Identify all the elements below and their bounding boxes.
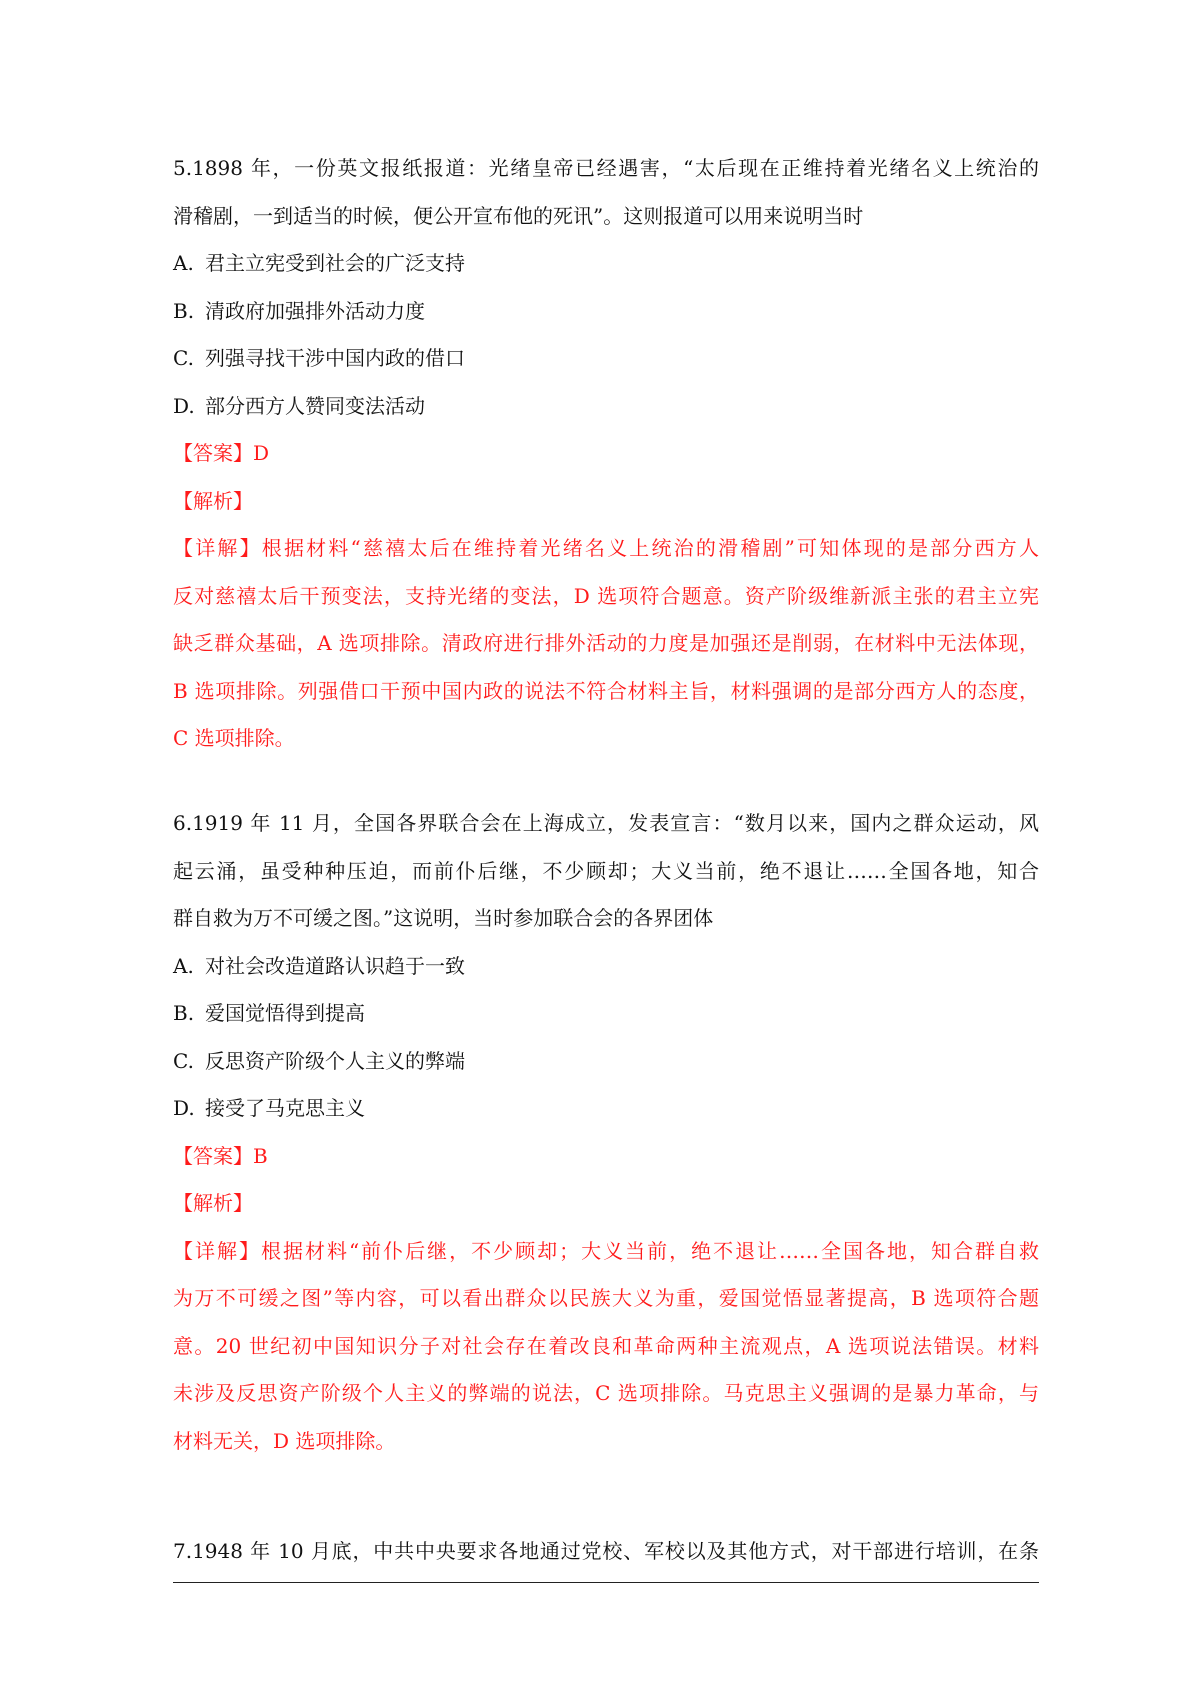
analysis-label: 【解析】 [173,488,253,513]
answer-label: 【答案】D [173,441,270,465]
question-7 [173,1528,1039,1576]
option-letter: C. [173,346,194,370]
option-text: 清政府加强排外活动力度 [205,298,425,323]
answer-label: 【答案】B [173,1143,268,1168]
option-text: 对社会改造道路认识趋于一致 [205,953,465,978]
option-text: 君主立宪受到社会的广泛支持 [205,251,465,275]
explanation-line: 未涉及反思资产阶级个人主义的弊端的说法，C 选项排除。马克思主义强调的是暴力革命，与 [173,1381,1039,1405]
explanation-line: 【详解】根据材料“前仆后继，不少顾却；大义当前，绝不退让……全国各地，知合群自救 [173,1238,1039,1263]
explanation-line: C 选项排除。 [173,726,295,750]
question-6-stem [173,800,1039,943]
option-letter: B. [173,1001,195,1025]
stem-line: 5.1898 年，一份英文报纸报道：光绪皇帝已经遇害，“太后现在正维持着光绪名义上统治的 [173,156,1039,180]
option-letter: D. [173,393,195,418]
explanation-line: 【详解】根据材料“慈禧太后在维持着光绪名义上统治的滑稽剧”可知体现的是部分西方人 [173,536,1039,560]
explanation-line: 意。20 世纪初中国知识分子对社会存在着改良和革命两种主流观点，A 选项说法错误。材料 [173,1333,1039,1358]
stem-line: 7.1948 年 10 月底，中共中央要求各地通过党校、军校以及其他方式，对干部进行培训，在条 [173,1539,1039,1563]
option-text: 部分西方人赞同变法活动 [205,393,425,418]
analysis-label: 【解析】 [173,1191,253,1215]
question-5-explanation [173,525,1039,763]
option-letter: C. [173,1048,194,1073]
stem-line: 6.1919 年 11 月，全国各界联合会在上海成立，发表宣言：“数月以来，国内之群众运动，风 [173,811,1039,835]
option-text: 接受了马克思主义 [205,1096,365,1120]
option-c [173,1038,1039,1086]
question-5-stem [173,145,1039,240]
explanation-line: 反对慈禧太后干预变法，支持光绪的变法，D 选项符合题意。资产阶级维新派主张的君主立宪 [173,583,1039,608]
explanation-line: B 选项排除。列强借口干预中国内政的说法不符合材料主旨，材料强调的是部分西方人的态度， [173,678,1039,703]
question-6-options [173,943,1039,1133]
option-d [173,1085,1039,1133]
question-7-stem [173,1528,1039,1576]
option-text: 反思资产阶级个人主义的弊端 [205,1048,465,1073]
option-b [173,990,1039,1038]
explanation-line: 为万不可缓之图”等内容，可以看出群众以民族大义为重，爱国觉悟显著提高，B 选项符合题 [173,1286,1039,1310]
explanation-line: 材料无关，D 选项排除。 [173,1428,396,1453]
option-letter: A. [173,953,194,978]
option-text: 列强寻找干涉中国内政的借口 [205,346,465,370]
option-d [173,383,1039,431]
explanation-line: 缺乏群众基础，A 选项排除。清政府进行排外活动的力度是加强还是削弱，在材料中无法体现， [173,631,1039,655]
option-letter: B. [173,298,195,323]
question-6-explanation [173,1228,1039,1466]
option-c [173,335,1039,383]
option-text: 爱国觉悟得到提高 [205,1001,365,1025]
option-letter: A. [173,251,194,275]
stem-line: 滑稽剧，一到适当的时候，便公开宣布他的死讯”。这则报道可以用来说明当时 [173,203,864,228]
question-5 [173,145,1039,763]
footer-divider [173,1582,1039,1583]
option-letter: D. [173,1096,195,1120]
option-a [173,240,1039,288]
stem-line: 起云涌，虽受种种压迫，而前仆后继，不少顾却；大义当前，绝不退让……全国各地，知合 [173,858,1039,883]
question-6 [173,800,1039,1465]
option-a [173,943,1039,991]
stem-line: 群自救为万不可缓之图。”这说明，当时参加联合会的各界团体 [173,906,714,930]
question-5-options [173,240,1039,430]
option-b [173,288,1039,336]
